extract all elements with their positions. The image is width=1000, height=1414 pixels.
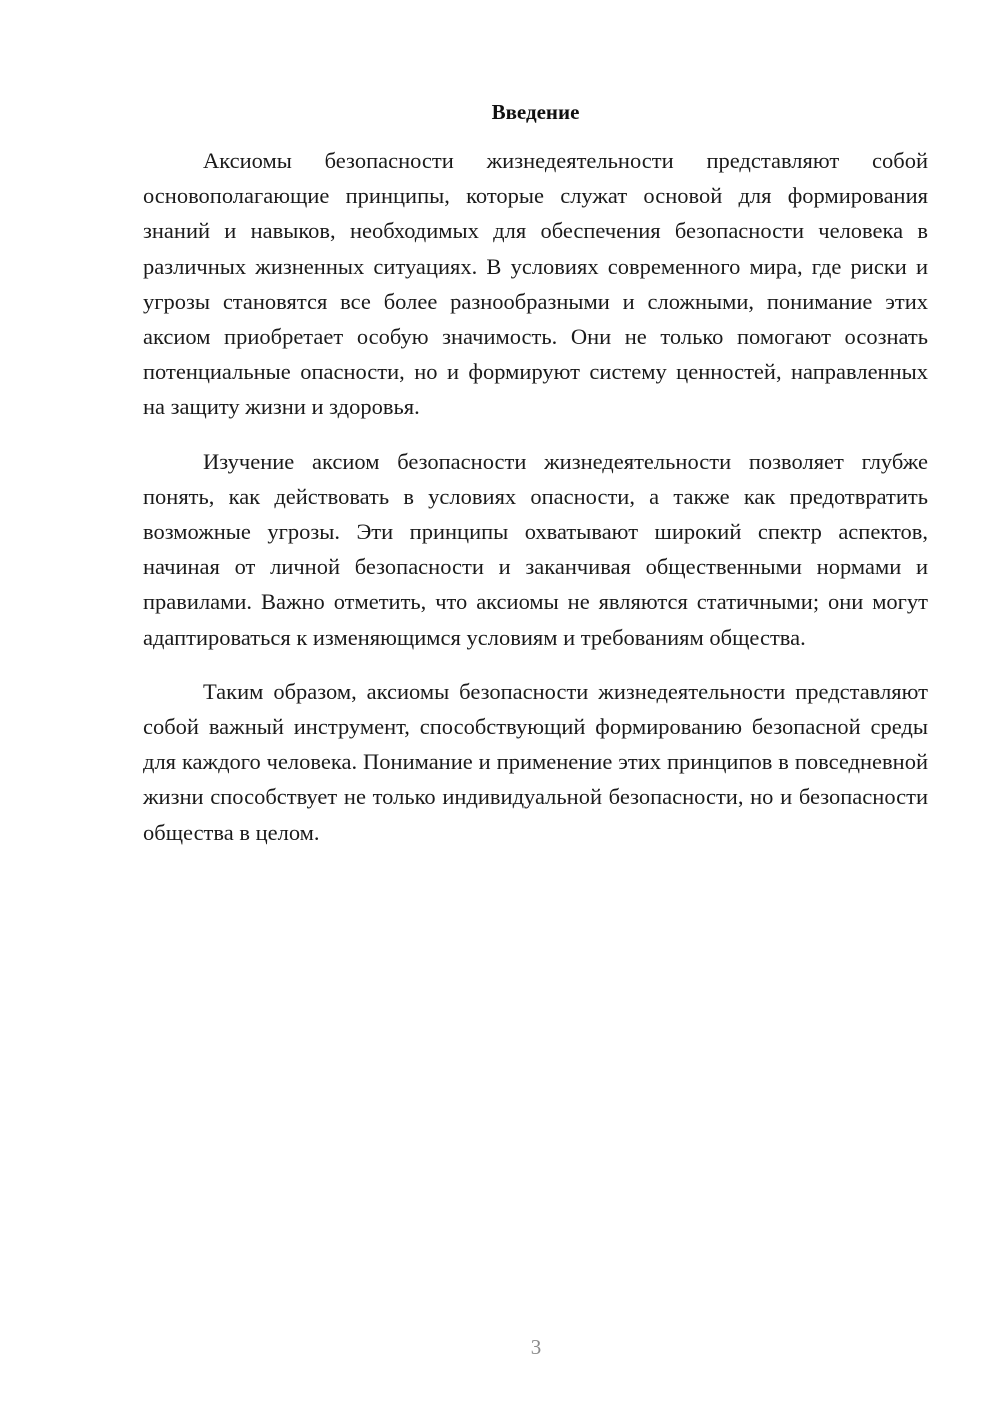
paragraph-1: Аксиомы безопасности жизнедеятельности представляют собой основополагающие принципы, которые служат основой для формирования знаний и навыков, необходимых для обеспечения безопасности человека в различных жизненных ситуациях. В условиях современного мира, где риски и угрозы становятся все более разнообразными и сложными, понимание этих аксиом приобретает особую значимость. Они не только помогают осознать потенциальные опасности, но и формируют систему ценностей, направленных на защиту жизни и здоровья. — [143, 148, 928, 420]
paragraph-3: Таким образом, аксиомы безопасности жизнедеятельности представляют собой важный инструмент, способствующий формированию безопасной среды для каждого человека. Понимание и применение этих принципов в повседневной жизни способствует не только индивидуальной безопасности, но и безопасности общества в целом. — [143, 678, 928, 845]
section-title: Введение — [491, 100, 580, 124]
page-number: 3 — [530, 1335, 542, 1359]
page-content — [143, 98, 928, 850]
paragraph-2: Изучение аксиом безопасности жизнедеятельности позволяет глубже понять, как действовать в условиях опасности, а также как предотвратить возможные угрозы. Эти принципы охватывают широкий спектр аспектов, начиная от личной безопасности и заканчивая общественными нормами и правилами. Важно отметить, что аксиомы не являются статичными; они могут адаптироваться к изменяющимся условиям и требованиям общества. — [143, 448, 928, 650]
